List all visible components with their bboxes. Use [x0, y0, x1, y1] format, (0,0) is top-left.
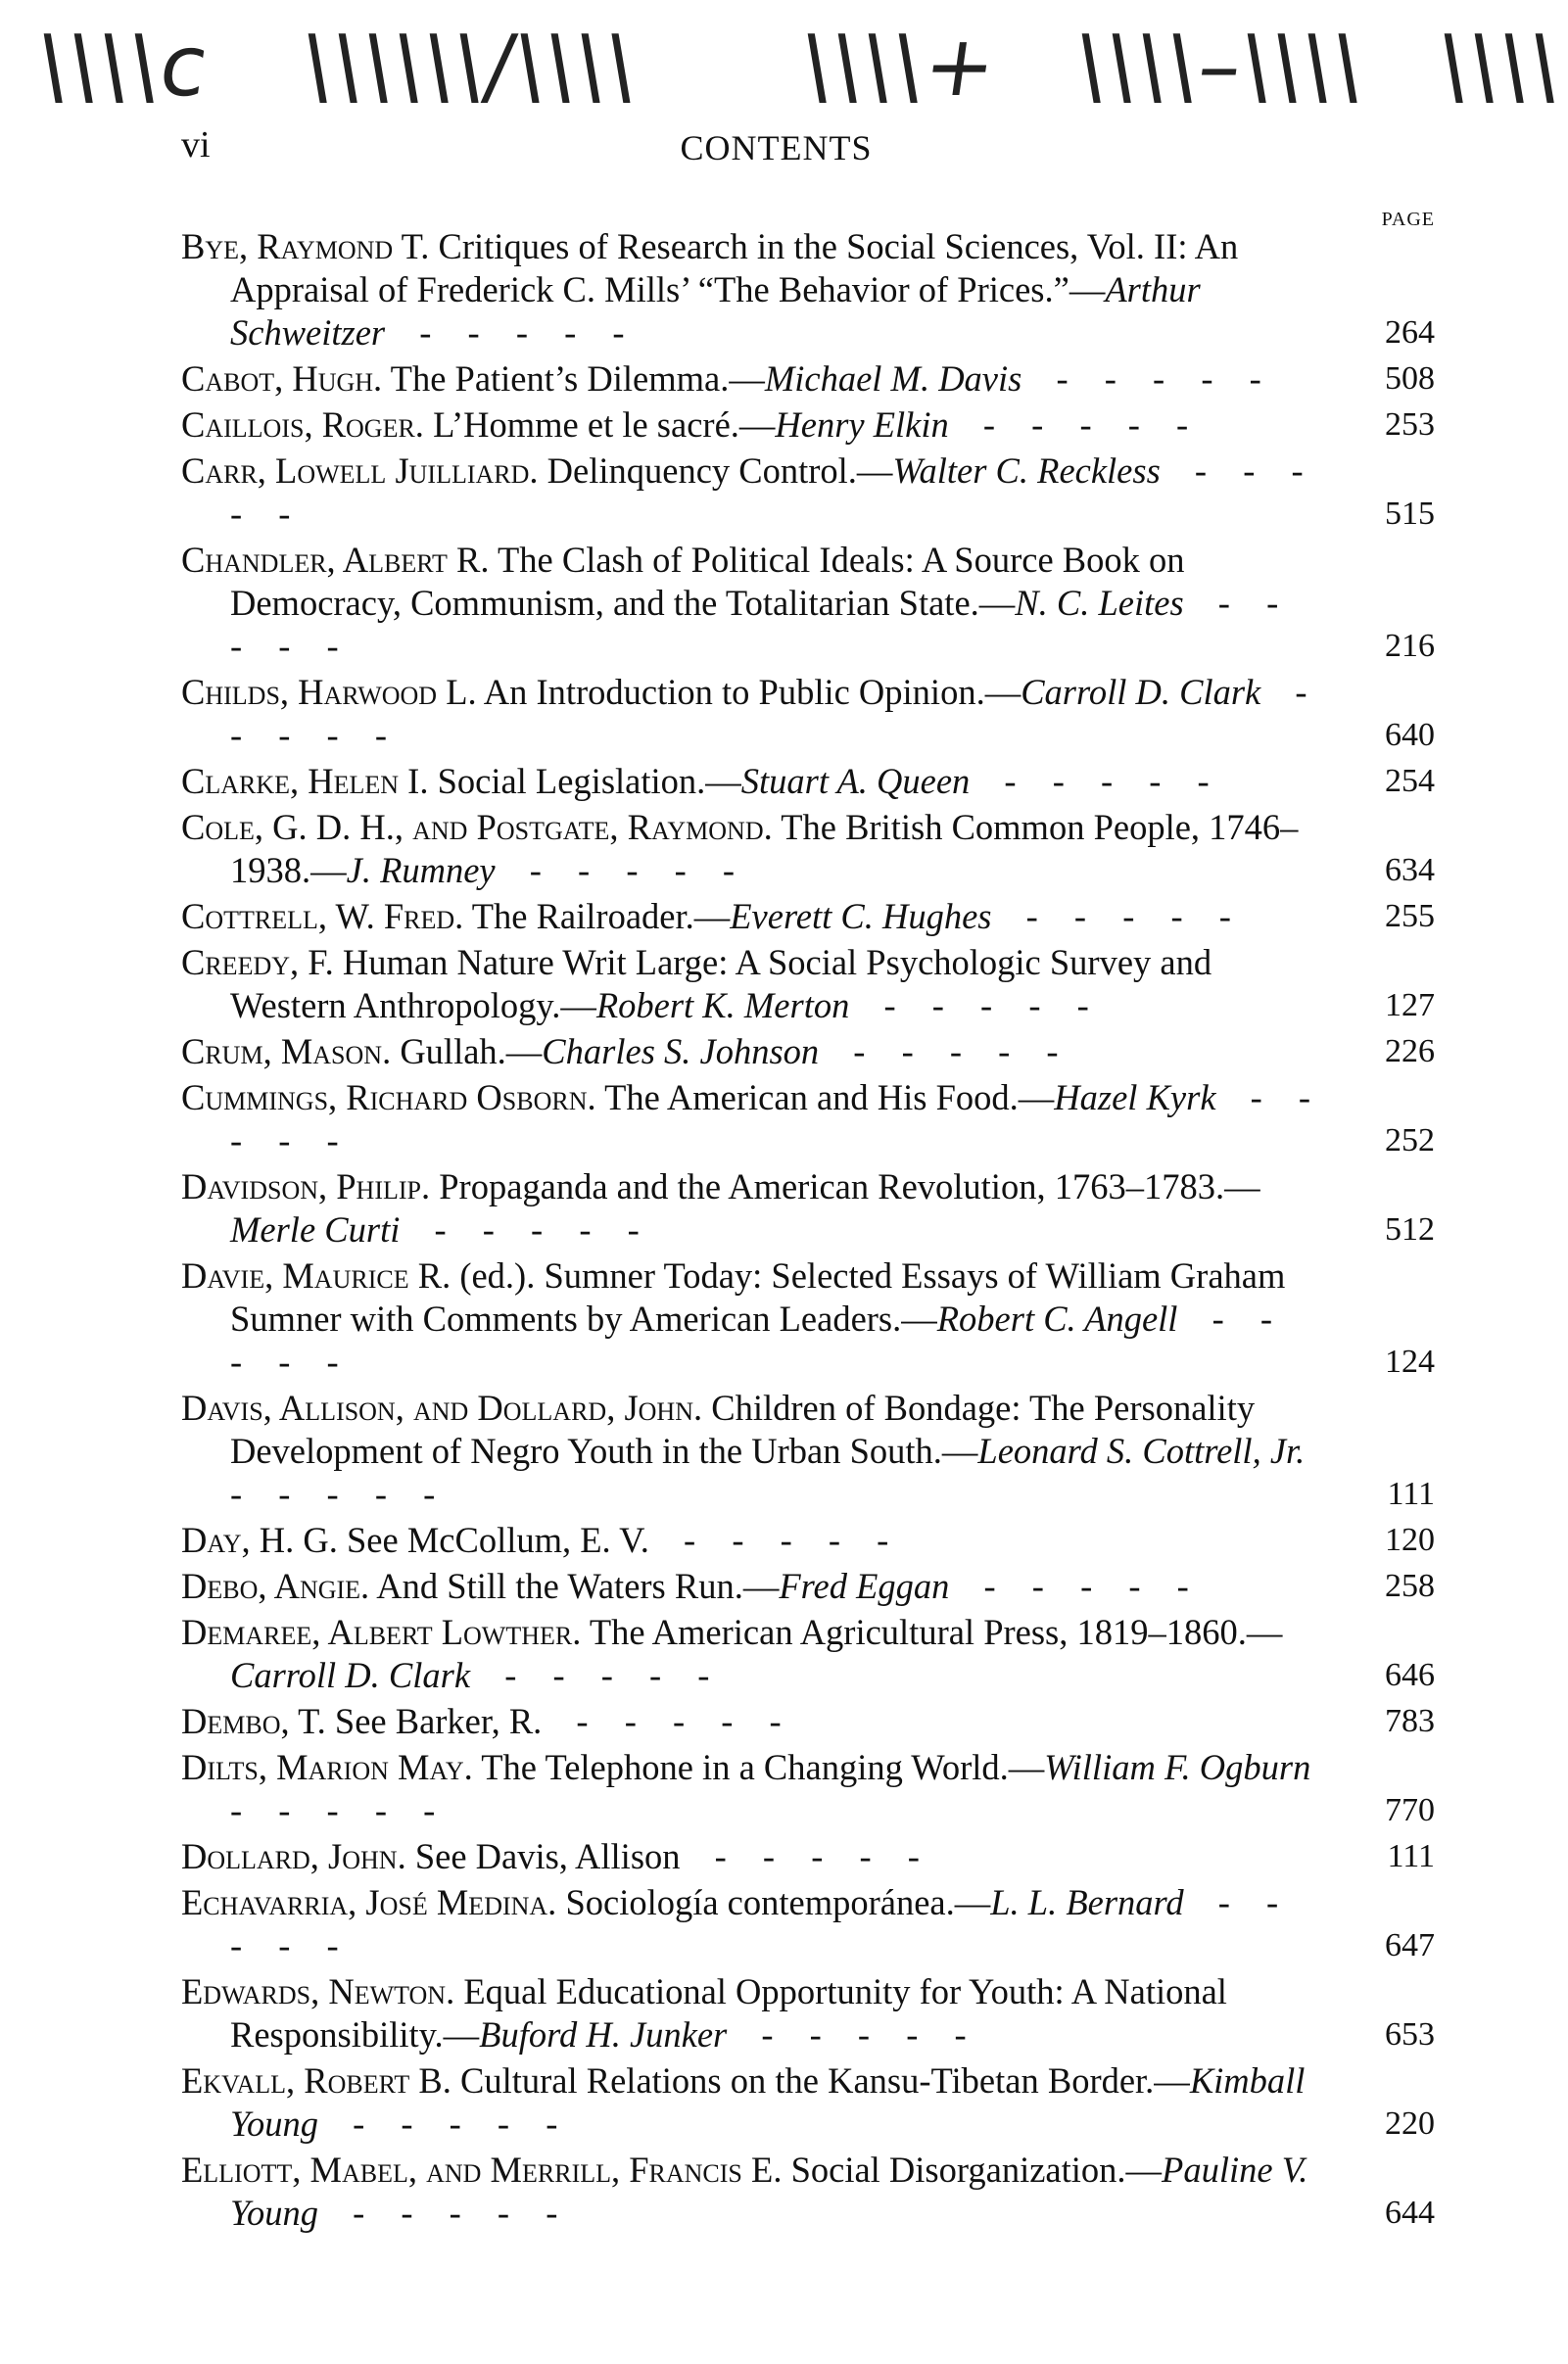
- entry-author: Childs, Harwood: [181, 672, 438, 712]
- entry-author: Carr, Lowell Juilliard.: [181, 450, 539, 491]
- leader-dashes: - - - - -: [861, 985, 1103, 1025]
- entry-reviewer: Walter C. Reckless: [892, 450, 1161, 491]
- entry-author: Day, H. G.: [181, 1520, 338, 1560]
- leader-dashes: - - - - -: [230, 1077, 1325, 1160]
- entry-page-number: 111: [1387, 1838, 1435, 1874]
- contents-entry: [181, 671, 1435, 757]
- leader-dashes: - - - - -: [981, 761, 1223, 801]
- entry-author: Cabot, Hugh.: [181, 358, 383, 399]
- entry-author: Clarke, Helen: [181, 761, 400, 801]
- entry-reviewer: Hazel Kyrk: [1054, 1077, 1216, 1117]
- entry-author: Debo, Angie.: [181, 1566, 370, 1606]
- entry-author: Davis, Allison, and Dollard, John.: [181, 1388, 703, 1428]
- entry-page-number: 647: [1385, 1927, 1435, 1963]
- entry-title: Sociología contemporánea.—: [556, 1882, 991, 1922]
- leader-dashes: - - - - -: [831, 1031, 1072, 1071]
- contents-entry: [181, 1387, 1435, 1516]
- entry-page-number: 512: [1385, 1211, 1435, 1248]
- page-column-heading: PAGE: [1381, 209, 1435, 230]
- entry-reviewer: Robert C. Angell: [936, 1299, 1178, 1339]
- entry-reviewer: Kimball Young: [230, 2060, 1306, 2144]
- leader-dashes: - - - - -: [230, 1474, 450, 1514]
- entry-title: See Davis, Allison: [405, 1836, 681, 1876]
- entry-title: L’Homme et le sacré.—: [423, 404, 776, 445]
- entry-author: Cottrell, W. Fred.: [181, 896, 464, 936]
- handwritten-mark: \\\\c: [31, 18, 216, 116]
- entry-page-number: 258: [1385, 1568, 1435, 1604]
- entry-author: Cole, G. D. H., and Postgate, Raymond.: [181, 807, 773, 847]
- entry-title: E. Social Disorganization.—: [741, 2150, 1163, 2190]
- entry-page-number: 255: [1385, 898, 1435, 934]
- contents-entry: [181, 1565, 1435, 1608]
- contents-entry: [181, 1076, 1435, 1162]
- entry-page-number: 783: [1385, 1703, 1435, 1739]
- leader-dashes: - - - - -: [961, 1566, 1203, 1606]
- leader-dashes: - - - - -: [230, 583, 1293, 666]
- entry-page-number: 220: [1385, 2105, 1435, 2142]
- entry-reviewer: Carroll D. Clark: [1021, 672, 1261, 712]
- contents-entry: [181, 1746, 1435, 1832]
- handwritten-mark: \\\\\\/\\\\: [296, 18, 644, 116]
- contents-entry: [181, 895, 1435, 938]
- entry-title: And Still the Waters Run.—: [369, 1566, 780, 1606]
- contents-entry: [181, 1030, 1435, 1073]
- entry-reviewer: Fred Eggan: [779, 1566, 950, 1606]
- entry-page-number: 252: [1385, 1122, 1435, 1158]
- leader-dashes: - - - - -: [230, 450, 1317, 534]
- entry-author: Chandler, Albert: [181, 540, 448, 580]
- entry-author: Dembo, T.: [181, 1701, 326, 1741]
- entry-author: Creedy, F.: [181, 942, 334, 982]
- leader-dashes: - - - - -: [230, 672, 1321, 755]
- contents-entry: [181, 1700, 1435, 1743]
- contents-entry: [181, 1970, 1435, 2057]
- entry-reviewer: Robert K. Merton: [595, 985, 850, 1025]
- contents-entry: [181, 2059, 1435, 2146]
- contents-entry: [181, 941, 1435, 1027]
- entry-title: B. Cultural Relations on the Kansu-Tibetan Border.—: [409, 2060, 1190, 2101]
- entry-author: Edwards, Newton.: [181, 1971, 455, 2011]
- entry-page-number: 216: [1385, 628, 1435, 664]
- leader-dashes: - - - - -: [960, 404, 1203, 445]
- entry-title: The Railroader.—: [463, 896, 731, 936]
- contents-entry: [181, 806, 1435, 892]
- contents-entry: [181, 1835, 1435, 1878]
- entry-page-number: 120: [1385, 1522, 1435, 1558]
- entry-reviewer: Charles S. Johnson: [542, 1031, 820, 1071]
- contents-entry: [181, 403, 1435, 447]
- entry-page-number: 124: [1385, 1344, 1435, 1380]
- entry-title: R. The Clash of Political Ideals: A Source Book on Democracy, Communism, and the Totalitarian State.—: [230, 540, 1185, 623]
- entry-reviewer: Leonard S. Cottrell, Jr.: [977, 1431, 1306, 1471]
- entry-author: Cummings, Richard Osborn.: [181, 1077, 596, 1117]
- entry-title: Children of Bondage: The Personality Development of Negro Youth in the Urban South.—: [230, 1388, 1256, 1471]
- entry-author: Dilts, Marion May.: [181, 1747, 473, 1787]
- entry-page-number: 254: [1385, 763, 1435, 799]
- leader-dashes: - - - - -: [691, 1836, 933, 1876]
- entry-reviewer: Everett C. Hughes: [730, 896, 992, 936]
- entry-reviewer: Michael M. Davis: [764, 358, 1022, 399]
- contents-entry: [181, 1254, 1435, 1384]
- entry-page-number: 770: [1385, 1792, 1435, 1828]
- leader-dashes: - - - - -: [397, 312, 639, 353]
- entry-title: See Barker, R.: [325, 1701, 543, 1741]
- contents-entry: [181, 539, 1435, 668]
- contents-entry: [181, 2149, 1435, 2235]
- entry-title: R. (ed.). Sumner Today: Selected Essays of William Graham Sumner with Comments by American Leaders.—: [230, 1255, 1286, 1339]
- entry-author: Dollard, John.: [181, 1836, 406, 1876]
- entry-author: Ekvall, Robert: [181, 2060, 410, 2101]
- entry-page-number: 634: [1385, 852, 1435, 888]
- entry-author: Demaree, Albert Lowther.: [181, 1612, 582, 1652]
- entry-author: Elliott, Mabel, and Merrill, Francis: [181, 2150, 742, 2190]
- entry-reviewer: Stuart A. Queen: [740, 761, 971, 801]
- contents-entry: [181, 357, 1435, 401]
- entry-reviewer: L. L. Bernard: [990, 1882, 1184, 1922]
- contents-entry: [181, 449, 1435, 536]
- entry-title: L. An Introduction to Public Opinion.—: [437, 672, 1022, 712]
- entry-reviewer: Buford H. Junker: [479, 2014, 728, 2055]
- entry-reviewer: Henry Elkin: [775, 404, 949, 445]
- leader-dashes: - - - - -: [660, 1520, 903, 1560]
- leader-dashes: - - - - -: [482, 1655, 724, 1695]
- leader-dashes: - - - - -: [329, 2104, 572, 2144]
- entry-author: Crum, Mason.: [181, 1031, 392, 1071]
- leader-dashes: - - - - -: [411, 1209, 653, 1250]
- entry-reviewer: Merle Curti: [230, 1209, 401, 1250]
- leader-dashes: - - - - -: [230, 1882, 1293, 1965]
- leader-dashes: - - - - -: [230, 1299, 1286, 1382]
- entry-page-number: 644: [1385, 2195, 1435, 2231]
- leader-dashes: - - - - -: [738, 2014, 980, 2055]
- entry-page-number: 127: [1385, 987, 1435, 1023]
- entry-reviewer: Carroll D. Clark: [230, 1655, 471, 1695]
- contents-entry: [181, 1611, 1435, 1697]
- entry-title: The Patient’s Dilemma.—: [382, 358, 765, 399]
- entry-title: The American Agricultural Press, 1819–1860.—: [581, 1612, 1283, 1652]
- entry-page-number: 226: [1385, 1033, 1435, 1069]
- page-title: CONTENTS: [680, 128, 873, 167]
- entry-title: Equal Educational Opportunity for Youth: A National Responsibility.—: [230, 1971, 1227, 2055]
- leader-dashes: - - - - -: [506, 850, 749, 890]
- entry-page-number: 653: [1385, 2016, 1435, 2053]
- leader-dashes: - - - - -: [1033, 358, 1275, 399]
- entry-title: The Telephone in a Changing World.—: [472, 1747, 1045, 1787]
- entry-reviewer: J. Rumney: [346, 850, 496, 890]
- entry-page-number: 111: [1387, 1476, 1435, 1512]
- handwritten-annotation: [31, 18, 1568, 145]
- entry-title: Propaganda and the American Revolution, 1763–1783.—: [430, 1166, 1260, 1206]
- contents-entry: [181, 1881, 1435, 1967]
- leader-dashes: - - - - -: [1003, 896, 1245, 936]
- leader-dashes: - - - - -: [553, 1701, 795, 1741]
- entry-title: Gullah.—: [391, 1031, 543, 1071]
- entry-reviewer: N. C. Leites: [1015, 583, 1184, 623]
- entry-author: Bye, Raymond: [181, 226, 394, 266]
- entry-title: Delinquency Control.—: [538, 450, 893, 491]
- entry-title: I. Social Legislation.—: [399, 761, 741, 801]
- entry-author: Davie, Maurice: [181, 1255, 409, 1296]
- page-folio: vi: [181, 124, 211, 165]
- entry-page-number: 508: [1385, 360, 1435, 397]
- contents-entry: [181, 760, 1435, 803]
- entry-author: Echavarria, José Medina.: [181, 1882, 557, 1922]
- entry-page-number: 264: [1385, 314, 1435, 351]
- contents-list: [181, 225, 1435, 2238]
- entry-title: The British Common People, 1746–1938.—: [230, 807, 1299, 890]
- leader-dashes: - - - - -: [230, 1790, 450, 1830]
- entry-title: See McCollum, E. V.: [337, 1520, 649, 1560]
- handwritten-mark: \\\\+: [795, 18, 1004, 116]
- entry-page-number: 640: [1385, 717, 1435, 753]
- handwritten-mark: \\\\–\\\\: [1069, 18, 1371, 116]
- entry-page-number: 646: [1385, 1657, 1435, 1693]
- entry-author: Caillois, Roger.: [181, 404, 424, 445]
- entry-reviewer: Arthur Schweitzer: [230, 269, 1201, 353]
- entry-title: Human Nature Writ Large: A Social Psychologic Survey and Western Anthropology.—: [230, 942, 1212, 1025]
- entry-reviewer: William F. Ogburn: [1044, 1747, 1311, 1787]
- entry-reviewer: Pauline V. Young: [230, 2150, 1308, 2233]
- contents-entry: [181, 1165, 1435, 1252]
- entry-page-number: 515: [1385, 496, 1435, 532]
- handwritten-mark: \\\\: [1432, 18, 1568, 116]
- contents-entry: [181, 1519, 1435, 1562]
- entry-author: Davidson, Philip.: [181, 1166, 431, 1206]
- contents-entry: [181, 225, 1435, 355]
- entry-title: The American and His Food.—: [595, 1077, 1055, 1117]
- entry-page-number: 253: [1385, 406, 1435, 443]
- leader-dashes: - - - - -: [329, 2193, 572, 2233]
- entry-title: T. Critiques of Research in the Social Sciences, Vol. II: An Appraisal of Frederick C. Mills’ “The Behavior of Prices.”—: [230, 226, 1239, 309]
